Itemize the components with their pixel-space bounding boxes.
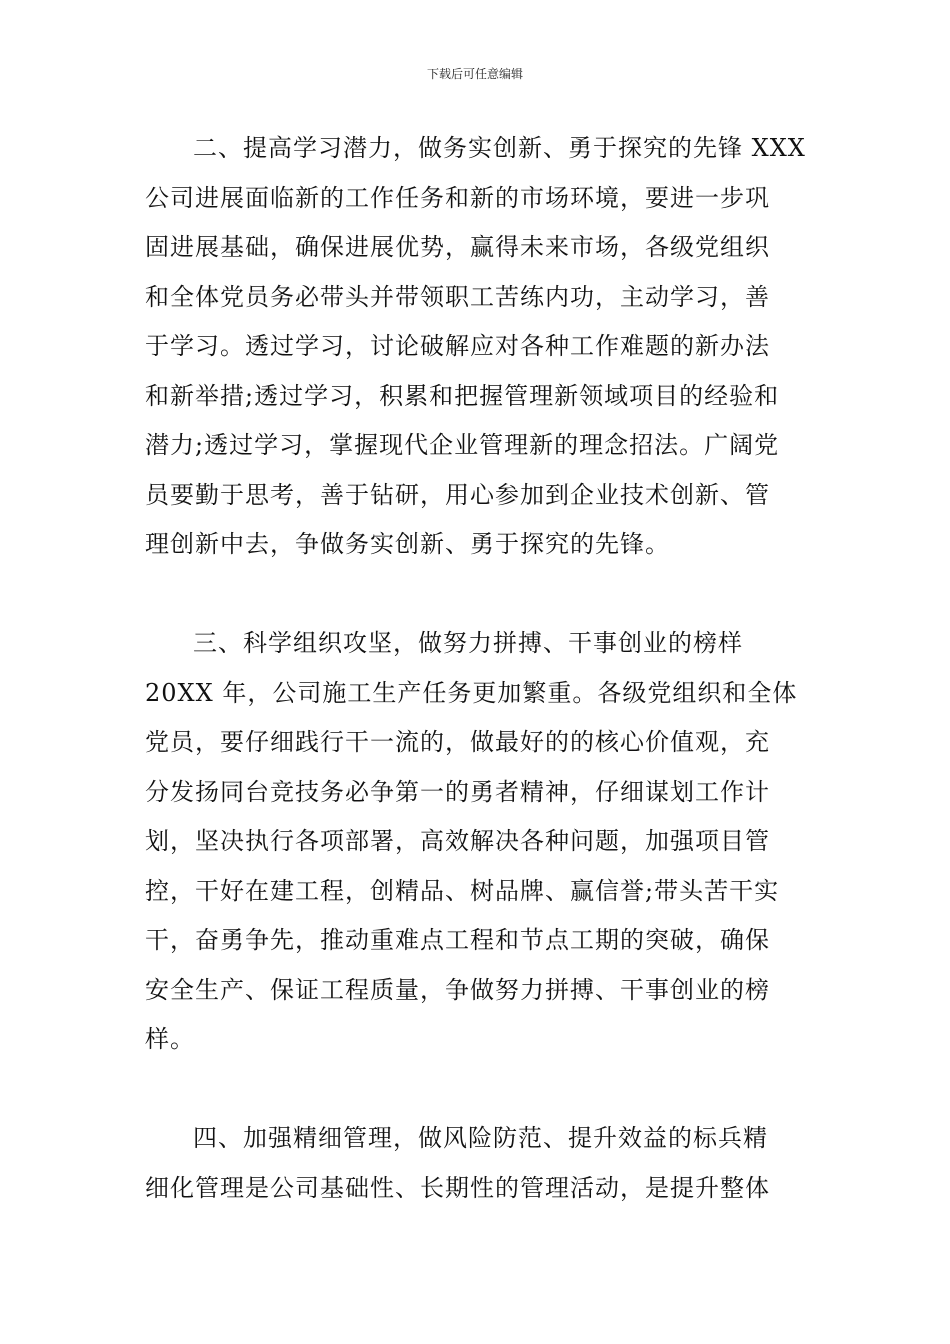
- paragraph-section-3: 三、科学组织攻坚，做努力拼搏、干事创业的榜样 20XX 年，公司施工生产任务更加繁重。各级党组织和全体 党员，要仔细践行干一流的，做最好的的核心价值观，充 分发扬同台竞技务必争第一的勇者精神，仔细谋划工作计 划，坚决执行各项部署，高效解决各种问题，加强项目管 控，干好在建工程，创精品、树品牌、赢信誉;带头苦干实 干，奋勇争先，推动重难点工程和节点工期的突破，确保 安全生产、保证工程质量，争做努力拼搏、干事创业的榜 样。: [145, 629, 798, 1053]
- page-header: 下载后可任意编辑: [426, 67, 523, 81]
- paragraph-gap: [145, 1065, 809, 1115]
- paragraph-gap: [145, 570, 809, 620]
- document-body: [145, 124, 809, 1213]
- paragraph-section-2: 二、提高学习潜力，做务实创新、勇于探究的先锋 XXX 公司进展面临新的工作任务和新的市场环境，要进一步巩 固进展基础，确保进展优势，赢得未来市场，各级党组织 和全体党员务必带头并带领职工苦练内功，主动学习，善 于学习。透过学习，讨论破解应对各种工作难题的新办法 和新举措;透过学习，积累和把握管理新领域项目的经验和 潜力;透过学习，掌握现代企业管理新的理念招法。广阔党 员要勤于思考，善于钻研，用心参加到企业技术创新、管 理创新中去，争做务实创新、勇于探究的先锋。: [145, 134, 806, 558]
- paragraph-section-4: 四、加强精细管理，做风险防范、提升效益的标兵精 细化管理是公司基础性、长期性的管理活动，是提升整体: [145, 1124, 770, 1202]
